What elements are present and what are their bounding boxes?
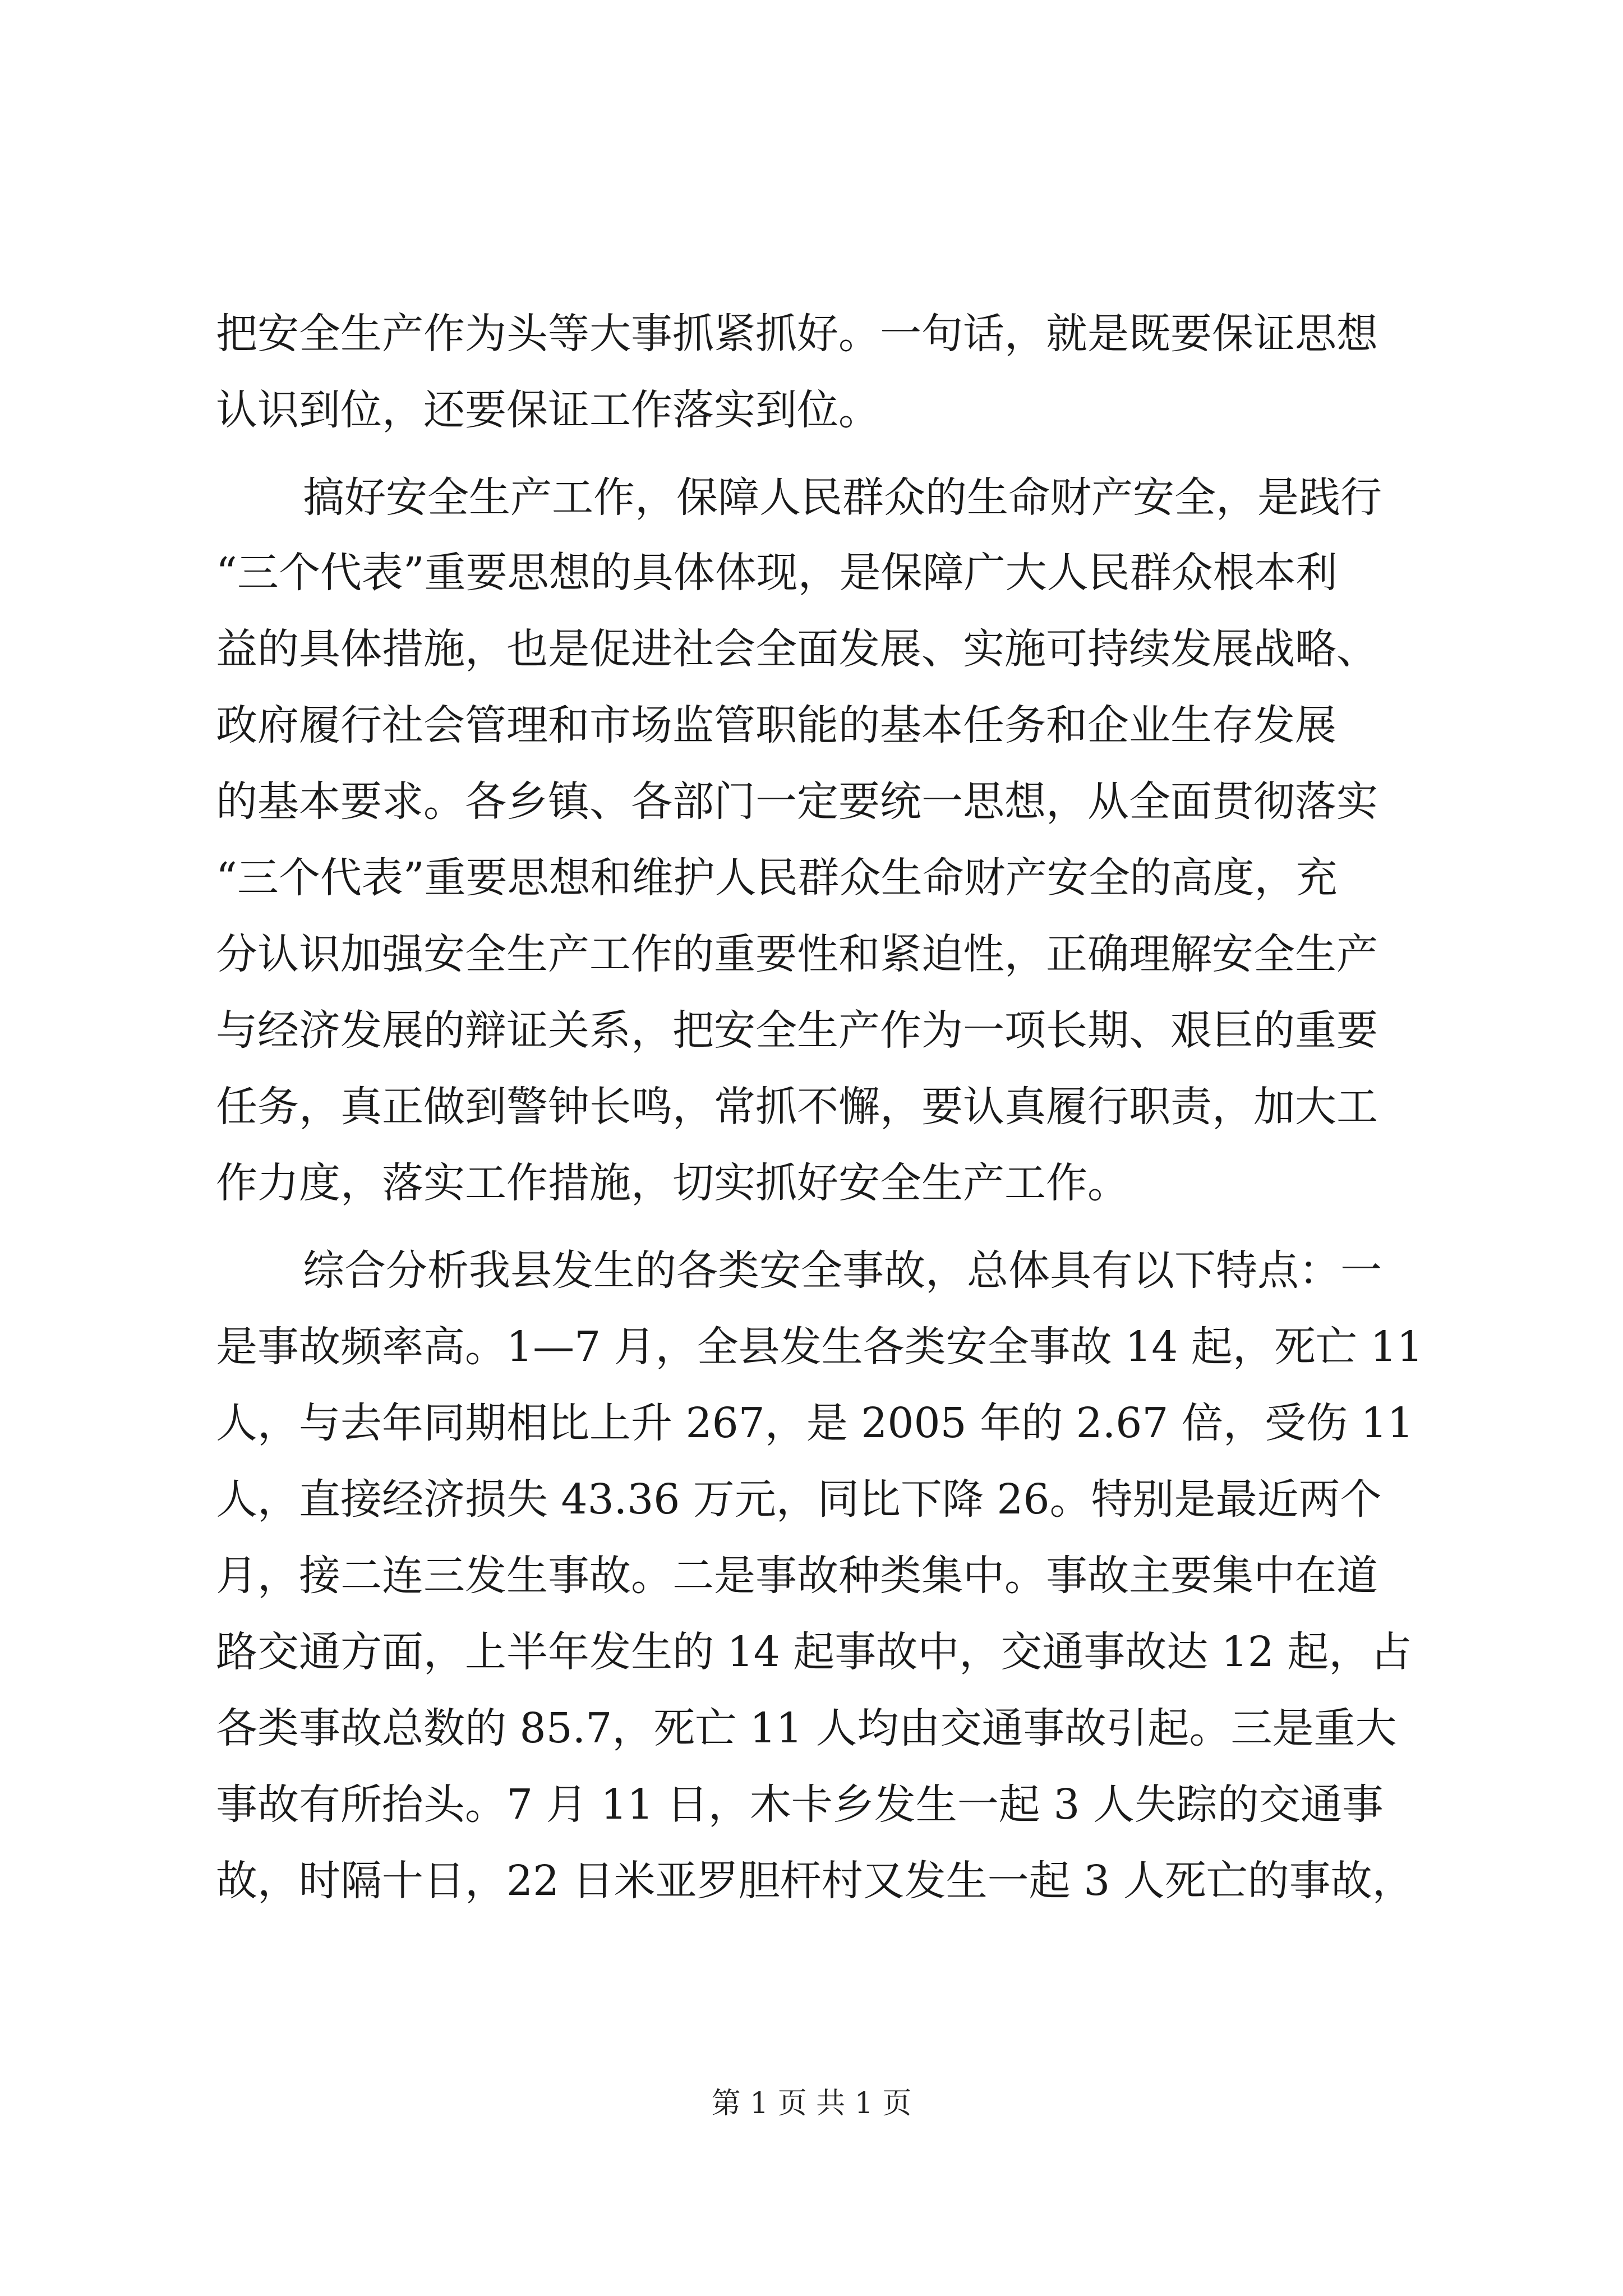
text-line: 与经济发展的辩证关系，把安全生产作为一项长期、艰巨的重要 xyxy=(216,1006,1378,1055)
text-line: 分认识加强安全生产工作的重要性和紧迫性，正确理解安全生产 xyxy=(216,930,1378,978)
text-line: 是事故频率高。1—7 月，全县发生各类安全事故 14 起，死亡 11 xyxy=(216,1323,1423,1371)
text-line: 月，接二连三发生事故。二是事故种类集中。事故主要集中在道 xyxy=(216,1552,1378,1600)
text-line: “三个代表”重要思想的具体体现，是保障广大人民群众根本利 xyxy=(216,549,1338,597)
text-line: 任务，真正做到警钟长鸣，常抓不懈，要认真履行职责，加大工 xyxy=(216,1083,1378,1131)
text-line: 路交通方面，上半年发生的 14 起事故中，交通事故达 12 起，占 xyxy=(216,1628,1412,1676)
text-line: 事故有所抬头。7 月 11 日，木卡乡发生一起 3 人失踪的交通事 xyxy=(216,1780,1384,1829)
text-line: 作力度，落实工作措施，切实抓好安全生产工作。 xyxy=(216,1159,1129,1207)
paragraph-first-line: 综合分析我县发生的各类安全事故，总体具有以下特点：一 xyxy=(303,1246,1382,1295)
page-number-footer: 第 1 页 共 1 页 xyxy=(711,2087,912,2120)
paragraph-first-line: 搞好安全生产工作，保障人民群众的生命财产安全，是践行 xyxy=(303,473,1382,522)
text-line: 人，直接经济损失 43.36 万元，同比下降 26。特别是最近两个 xyxy=(216,1475,1382,1524)
text-line: “三个代表”重要思想和维护人民群众生命财产安全的高度，充 xyxy=(216,854,1338,902)
text-line: 把安全生产作为头等大事抓紧抓好。一句话，就是既要保证思想 xyxy=(216,310,1378,358)
text-line: 的基本要求。各乡镇、各部门一定要统一思想，从全面贯彻落实 xyxy=(216,777,1378,826)
text-line: 故，时隔十日，22 日米亚罗胆杆村又发生一起 3 人死亡的事故， xyxy=(216,1857,1414,1905)
text-line: 益的具体措施，也是促进社会全面发展、实施可持续发展战略、 xyxy=(216,625,1378,673)
text-line: 政府履行社会管理和市场监管职能的基本任务和企业生存发展 xyxy=(216,701,1336,749)
text-line: 认识到位，还要保证工作落实到位。 xyxy=(216,386,880,434)
text-line: 人，与去年同期相比上升 267，是 2005 年的 2.67 倍，受伤 11 xyxy=(216,1399,1414,1447)
text-line: 各类事故总数的 85.7，死亡 11 人均由交通事故引起。三是重大 xyxy=(216,1704,1397,1752)
